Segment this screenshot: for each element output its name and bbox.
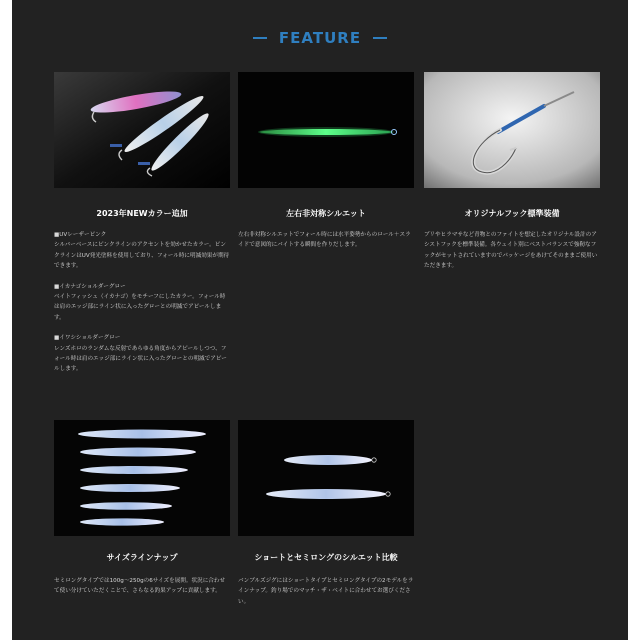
compare-photo: [238, 420, 414, 536]
size-lineup-photo: [54, 420, 230, 536]
card-body: [54, 576, 230, 607]
feature-title: FEATURE: [278, 29, 362, 47]
paragraph-uv-laser-pink: ■UVレーザーピンク シルバーベースにピンクラインのアクセントを効かせたカラー。ピンクラインはUV発光塗料を使用しており、フォール時に明滅効果が期待できます。: [54, 232, 230, 270]
paragraph-compare: バンブルズジグにはショートタイプとセミロングタイプの2モデルをラインナップ。釣り場でのマッチ・ザ・ベイトに合わせてお選びください。: [238, 578, 414, 605]
header-dash-left: [253, 37, 267, 39]
card-body: [424, 230, 600, 282]
card-body: [238, 230, 414, 261]
paragraph-size: セミロングタイプでは100g～250gの6サイズを展開。状況に合わせて使い分けていただくことで、さらなる釣果アップに貢献します。: [54, 578, 226, 595]
glow-jig-image: [238, 72, 414, 188]
glow-jig-photo: [238, 72, 414, 188]
hook-photo: [424, 72, 600, 188]
card-body: [54, 230, 230, 385]
compare-image: [238, 420, 414, 536]
size-lineup-image: [54, 420, 230, 536]
card-title: ショートとセミロングのシルエット比較: [254, 553, 398, 562]
jig-colors-image: [54, 72, 230, 188]
feature-panel: [12, 0, 628, 640]
jig-colors-photo: [54, 72, 230, 188]
card-title: オリジナルフック標準装備: [464, 209, 560, 218]
paragraph-silhouette: 左右非対称シルエットでフォール時には水平姿勢からのロール＋スライドで意図的にバイトする瞬間を作りだします。: [238, 232, 411, 249]
card-title: サイズラインナップ: [106, 553, 178, 562]
feature-header: [12, 26, 628, 50]
card-title: 左右非対称シルエット: [286, 209, 366, 218]
paragraph-hook: ブリやヒラマサなど青物とのファイトを想定したオリジナル設計のアシストフックを標準装備。各ウェイト別にベストバランスで強靭なフックがセットされていますのでパッケージをあけてそのままご使用いただきます。: [424, 232, 598, 270]
paragraph-ikanago-glow: ■イカナゴショルダーグロー ベイトフィッシュ（イカナゴ）をモチーフにしたカラー。フォール時は肩のエッジ部にライン状に入ったグローとの明滅でアピールします。: [54, 283, 226, 321]
header-dash-right: [373, 37, 387, 39]
card-title: 2023年NEWカラー追加: [96, 209, 188, 218]
hook-image: [424, 72, 600, 188]
card-body: [238, 576, 414, 617]
paragraph-iwashi-glow: ■イワシショルダーグロー レンズホロのランダムな反射であらゆる角度からアピールしつつ、フォール時は肩のエッジ部にライン状に入ったグローとの明滅でアピールします。: [54, 335, 227, 373]
